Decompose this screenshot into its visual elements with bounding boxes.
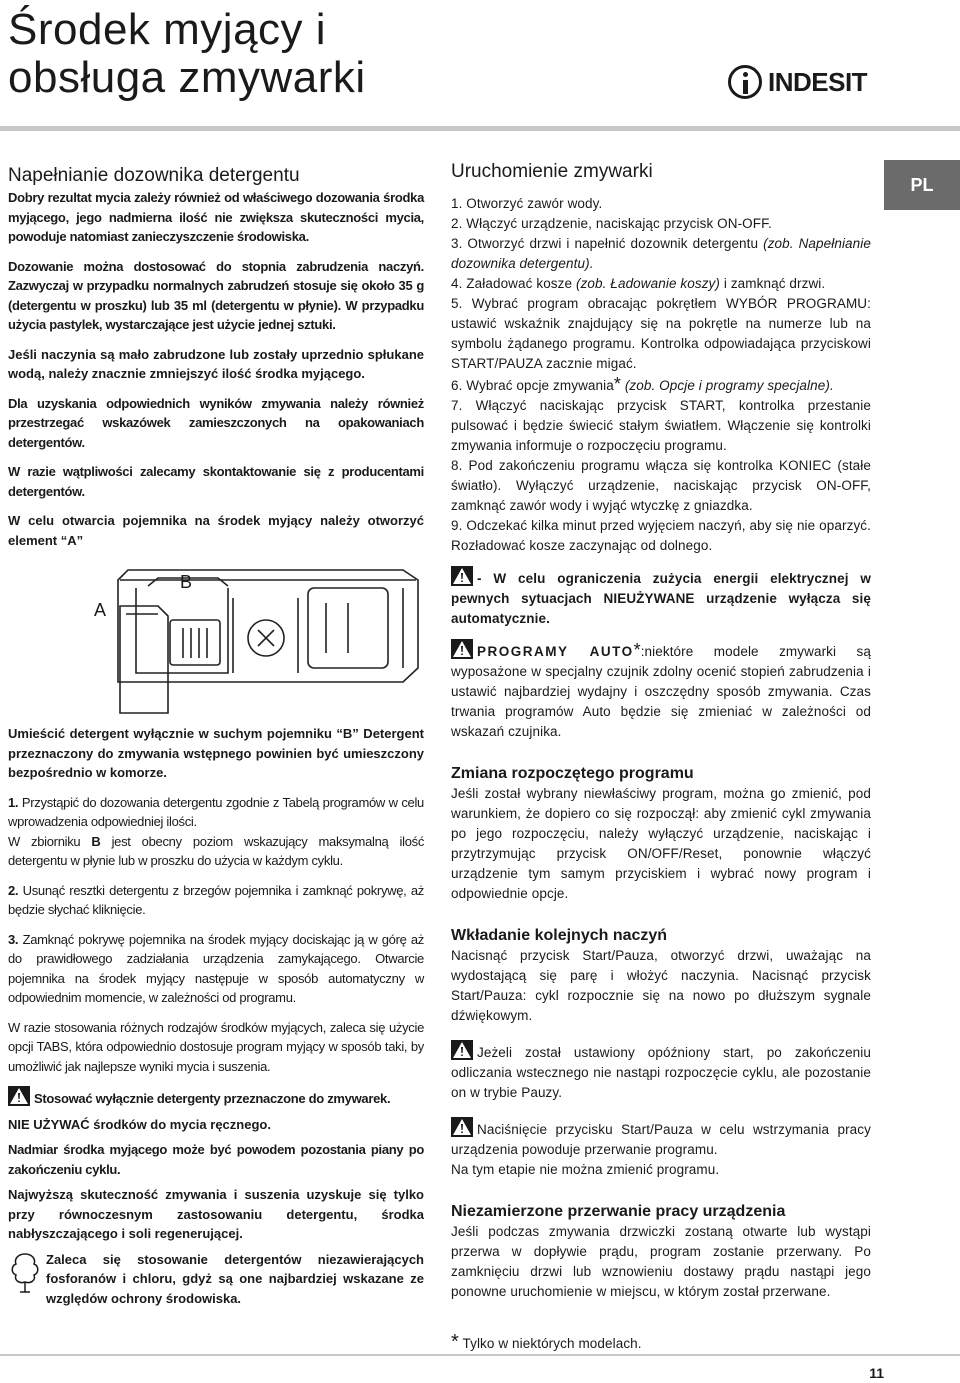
auto-programs-text: :niektóre modele zmywarki są wyposażone w specjalny czujnik zdolny ocenić stopień zabrudzenia i ustawić najbardziej wydajny i oszczędny sposób zmywania. Czas trwania programów Auto będzie się zmieniać w zależności od wskazań czujnika.	[451, 644, 871, 739]
step-item: 2. Włączyć urządzenie, naciskając przycisk ON-OFF.	[451, 216, 772, 231]
section-heading-change: Zmiana rozpoczętego programu	[451, 765, 694, 782]
warning-pause	[451, 1117, 871, 1160]
step-1b	[8, 832, 424, 871]
paragraph: Dozowanie można dostosować do stopnia zabrudzenia naczyń. Zazwyczaj w przypadku normalnych zabrudzeń stosuje się około 35 g (detergentu w proszku) lub 35 ml (detergentu w płynie). W przypadku użycia pastylek, wystarczające jest użycie jednej sztuki.	[8, 258, 424, 332]
step-number: 1.	[8, 794, 19, 810]
warning-detergent	[8, 1086, 424, 1109]
paragraph: W razie stosowania różnych rodzajów środków myjących, zaleca się użycie opcji TABS, która odpowiednio dostosuje program myjący w sposób taki, by umożliwić jak najlepsze wyniki mycia i suszenia.	[8, 1019, 424, 1074]
warning-icon	[451, 639, 473, 659]
step-item: 8. Pod zakończeniu programu włącza się kontrolka KONIEC (stałe światło). Wyłączyć urządzenie, naciskając przycisk ON-OFF, zamknąć zawór wody i wyjąć wtyczkę z gniazdka.	[451, 458, 871, 513]
step-item: 7. Włączyć naciskając przycisk START, kontrolka przestanie pulsować i będzie świecić stałym światłem. Włączenie się kontrolki zmywania informuje o rozpoczęciu programu.	[451, 398, 871, 453]
footnote-marker: *	[633, 640, 641, 660]
paragraph: NIE UŻYWAĆ środków do mycia ręcznego.	[8, 1116, 271, 1132]
detergent-dispenser-diagram	[8, 558, 424, 718]
step-item	[451, 234, 871, 274]
eco-note	[8, 1250, 424, 1309]
step-3	[8, 930, 424, 1008]
auto-programs-note	[451, 639, 871, 742]
step-item: 5. Wybrać program obracając pokrętłem WYBÓR PROGRAMU: ustawić wskaźnik znajdujący się na pokrętle na numerze lub na symbolu żądanego programu. Kontrolka odpowiadająca przyciskowi START/PAUZA zacznie migać.	[451, 296, 871, 371]
paragraph: Na tym etapie nie można zmienić programu.	[451, 1162, 720, 1177]
step-number: 2.	[8, 882, 19, 898]
paragraph: Jeśli podczas zmywania drzwiczki zostaną otwarte lub wystąpi przerwa w dopływie prądu, program zostanie przerwany. Po zamknięciu drzwi lub wznowieniu dostawy prądu nastąpi jego ponowne uruchomienie w miejscu, w którym został przerwane.	[451, 1224, 871, 1299]
footnote-text: Tylko w niektórych modelach.	[462, 1336, 642, 1351]
step-text: Usunąć resztki detergentu z brzegów pojemnika i zamknąć pokrywę, aż będzie słychać kliknięcie.	[8, 882, 425, 917]
warning-delay	[451, 1040, 871, 1103]
footnote-marker: *	[451, 1331, 459, 1353]
right-column	[451, 160, 871, 1354]
paragraph: Dobry rezultat mycia zależy również od właściwego dozowania środka myjącego, jego nadmierna ilość nie zwiększa skuteczności mycia, powoduje natomiast zanieczyszczenie środowiska.	[8, 190, 424, 244]
language-tab: PL	[884, 160, 960, 210]
brand-logo	[728, 64, 867, 100]
section-heading-dozownik: Napełnianie dozownika detergentu	[8, 165, 300, 186]
header-divider	[0, 126, 960, 131]
step-text: Zamknąć pokrywę pojemnika na środek myjący dociskając ją w górę aż do prawidłowego zadziałania urządzenia zamykającego. Otwarcie pojemnika na środek myjący następuje w sposób automatyczny w odpowiednim momencie, w zależności od programu.	[8, 931, 424, 1005]
warning-icon	[8, 1086, 30, 1106]
step-text: 6. Wybrać opcje zmywania	[451, 378, 614, 393]
paragraph: W razie wątpliwości zalecamy skontaktowanie się z producentami detergentów.	[8, 464, 424, 499]
warning-text: Stosować wyłącznie detergenty przeznaczone do zmywarek.	[34, 1091, 391, 1106]
paragraph: Umieścić detergent wyłącznie w suchym pojemniku “B” Detergent przeznaczony do zmywania wstępnego powinien być umieszczony bezpośrednio w komorze.	[8, 726, 424, 780]
step-text: W zbiorniku	[8, 833, 81, 849]
diagram-label-b: B	[180, 572, 193, 592]
step-item: 1. Otworzyć zawór wody.	[451, 196, 603, 211]
step-text: 4. Załadować kosze	[451, 276, 573, 291]
step-1	[8, 793, 424, 832]
step-reference: (zob. Opcje i programy specjalne).	[624, 378, 834, 393]
tree-icon	[8, 1250, 42, 1294]
brand-name: INDESIT	[768, 66, 868, 97]
step-text: jest obecny poziom wskazujący maksymalną ilość detergentu w płynie lub w proszku do użycia w każdym cyklu.	[8, 833, 425, 868]
step-text: i zamknąć drzwi.	[723, 276, 826, 291]
brand-logo-icon	[728, 65, 762, 99]
left-column	[8, 164, 424, 1308]
warning-icon	[451, 1117, 473, 1137]
section-heading-start: Uruchomienie zmywarki	[451, 161, 653, 182]
warning-icon	[451, 566, 473, 586]
warning-icon	[451, 1040, 473, 1060]
paragraph: Nacisnąć przycisk Start/Pauza, otworzyć drzwi, uważając na wydostającą się parę i włożyć naczynia. Nacisnąć przycisk Start/Pauza: cykl rozpocznie się na nowo po dłuższym sygnale dźwiękowym.	[451, 948, 871, 1023]
title-line-1: Środek myjący i	[8, 5, 327, 54]
diagram-label-a: A	[94, 600, 107, 620]
container-b-label: B	[91, 833, 101, 849]
footnote-marker: *	[613, 374, 621, 394]
step-2	[8, 881, 424, 920]
warning-energy	[451, 566, 871, 629]
step-text: 3. Otworzyć drzwi i napełnić dozownik detergentu	[451, 236, 759, 251]
step-text: Przystąpić do dozowania detergentu zgodnie z Tabelą programów w celu wprowadzenia odpowiedniej ilości.	[8, 794, 424, 829]
step-item: 9. Odczekać kilka minut przed wyjęciem naczyń, aby się nie oparzyć. Rozładować kosze zaczynając od dolnego.	[451, 518, 871, 553]
warning-text: - W celu ograniczenia zużycia energii elektrycznej w pewnych sytuacjach NIEUŻYWANE urządzenie wyłącza się automatycznie.	[451, 571, 871, 626]
eco-text: Zaleca się stosowanie detergentów niezawierających fosforanów i chloru, gdyż są one najbardziej wskazane ze względów ochrony środowiska.	[46, 1251, 424, 1306]
paragraph: Jeśli został wybrany niewłaściwy program, można go zmienić, pod warunkiem, że dopiero co się rozpoczął: aby zmienić cykl zmywania po jego rozpoczęciu, należy wyłączyć urządzenie, naciskając i przytrzymując przycisk ON/OFF/Reset, ponownie włączyć urządzenie tym samym przyciskiem i wybrać nowy program i odpowiednie opcje.	[451, 786, 871, 901]
step-number: 3.	[8, 931, 19, 947]
paragraph: Nadmiar środka myjącego może być powodem pozostania piany po zakończeniu cyklu.	[8, 1142, 424, 1177]
footer-divider	[0, 1354, 960, 1356]
section-heading-add: Wkładanie kolejnych naczyń	[451, 927, 668, 944]
paragraph: Jeśli naczynia są mało zabrudzone lub zostały uprzednio spłukane wodą, należy znacznie zmniejszyć ilość środka myjącego.	[8, 346, 424, 381]
title-line-2: obsługa zmywarki	[8, 53, 366, 102]
paragraph: Dla uzyskania odpowiednich wyników zmywania należy również przestrzegać wskazówek zamieszczonych na opakowaniach detergentów.	[8, 395, 424, 450]
warning-text: Naciśnięcie przycisku Start/Pauza w celu wstrzymania pracy urządzenia powoduje przerwanie programu.	[451, 1122, 871, 1157]
step-reference: (zob. Napełnianie dozownika detergentu).	[451, 236, 871, 271]
paragraph: Najwyższą skuteczność zmywania i suszenia uzyskuje się tylko przy równoczesnym zastosowaniu detergentu, środka nabłyszczającego i soli regenerującej.	[8, 1187, 424, 1241]
step-item	[451, 274, 871, 294]
footnote	[451, 1332, 871, 1354]
auto-programs-title: PROGRAMY AUTO	[477, 644, 634, 659]
section-heading-interrupt: Niezamierzone przerwanie pracy urządzenia	[451, 1203, 786, 1220]
page-title	[8, 6, 366, 102]
warning-text: Jeżeli został ustawiony opóźniony start, po zakończeniu odliczania wstecznego nie nastąpi rozpoczęcie cyklu, ale pozostanie on w trybie Pauzy.	[451, 1045, 871, 1100]
step-item	[451, 374, 871, 396]
step-reference: (zob. Ładowanie koszy)	[575, 276, 721, 291]
page-number: 11	[869, 1365, 884, 1381]
dispenser-illustration	[8, 558, 424, 718]
paragraph: W celu otwarcia pojemnika na środek myjący należy otworzyć element “A”	[8, 513, 424, 548]
